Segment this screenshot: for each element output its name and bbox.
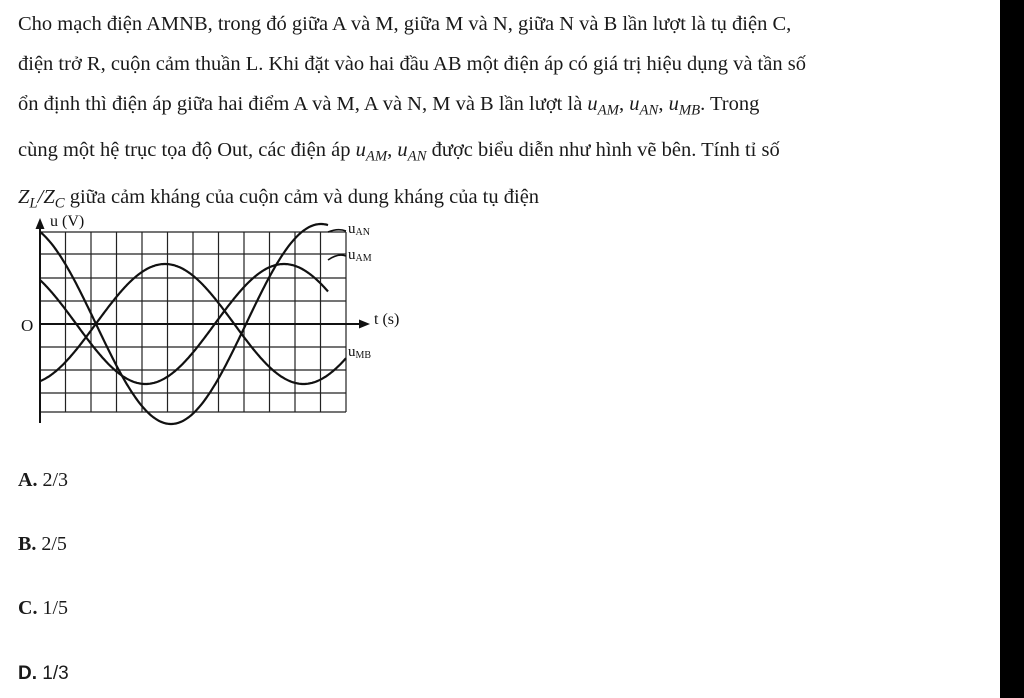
option-d-text: 1/3 [37,663,69,684]
option-c[interactable] [18,597,68,620]
origin-label: O [21,316,34,335]
question-line-5: $Z_L/Z_C$ giữa cảm kháng của cuộn cảm và dung kháng của tụ điện [18,185,540,212]
question-line-3: ổn định thì điện áp giữa hai điểm A và M, A và N, M và B lần lượt là $u_{AM}$, $u_{AN}$, $u_{MB}$. Trong [18,93,760,119]
label-u-mb: uMB [348,344,372,361]
question-line-3-text: ổn định thì điện áp giữa hai điểm A và M, A và N, M và B lần lượt là [18,93,588,115]
var-z-ratio: $Z_L/Z_C$ [18,185,65,212]
voltage-graph [10,198,410,443]
option-c-text: 1/5 [37,597,69,619]
y-axis [36,218,45,423]
question-line-2: điện trở R, cuộn cảm thuần L. Khi đặt vào hai đầu AB một điện áp có giá trị hiệu dụng và tần số [18,53,806,75]
var-u-an: $u_{AN}$ [629,93,659,119]
option-b-text: 2/5 [36,533,67,555]
option-a-text: 2/3 [37,469,69,491]
question-line-1: Cho mạch điện AMNB, trong đó giữa A và M, giữa M và N, giữa N và B lần lượt là tụ điện C, [18,13,792,35]
label-u-an: uAN [348,221,370,238]
option-d[interactable] [18,663,69,685]
var-u-am-2: $u_{AM}$ [355,139,388,165]
question-line-4: cùng một hệ trục tọa độ Out, các điện áp $u_{AM}$, $u_{AN}$ được biểu diễn như hình vẽ bên. Tính tỉ số [18,139,780,165]
var-u-am: $u_{AM}$ [587,93,619,119]
option-b-letter: B. [18,533,37,555]
voltage-graph-svg [10,198,410,438]
y-axis-label: u (V) [50,213,85,230]
leader-line-am [328,255,346,260]
label-u-am: uAM [348,247,372,264]
var-u-an-2: $u_{AN}$ [397,139,427,165]
graph-grid [40,232,346,412]
option-b[interactable] [18,533,67,556]
option-c-letter: C. [18,597,38,619]
question-text [18,4,980,223]
option-a[interactable] [18,469,68,492]
var-u-mb: $u_{MB}$ [668,93,701,119]
x-axis-label: t (s) [374,311,400,328]
option-d-letter: D. [18,663,37,684]
option-a-letter: A. [18,469,38,491]
